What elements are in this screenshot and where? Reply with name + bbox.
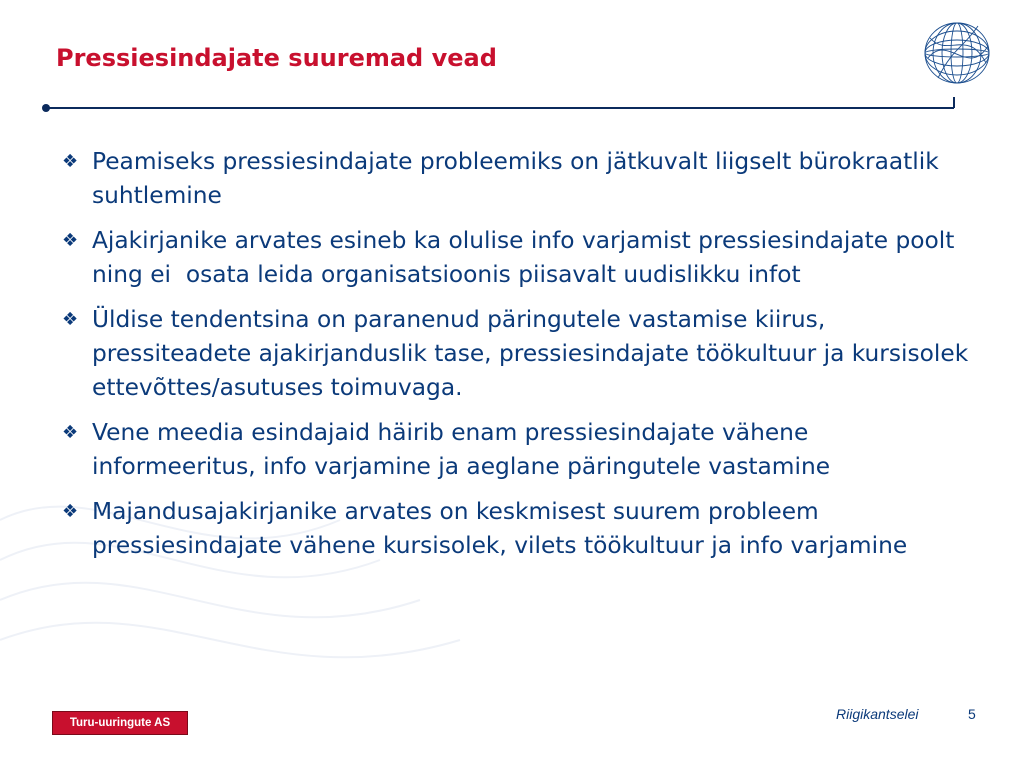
turu-uuringute-logo <box>52 711 188 735</box>
bullet-item <box>62 495 972 563</box>
slide-title: Pressiesindajate suuremad vead <box>56 44 497 72</box>
bullet-item <box>62 416 972 484</box>
bullet-text: Ajakirjanike arvates esineb ka olulise info varjamist pressiesindajate poolt ning ei osata leida organisatsioonis piisavalt uudislikku infot <box>92 227 970 288</box>
page-number: 5 <box>968 706 976 722</box>
bullet-text: Peamiseks pressiesindajate probleemiks on jätkuvalt liigselt bürokraatlik suhtlemine <box>92 148 947 209</box>
bullet-text: Üldise tendentsina on paranenud päringutele vastamise kiirus, pressiteadete ajakirjanduslik tase, pressiesindajate töökultuur ja kursisolek ettevõttes/asutuses toimuvaga. <box>92 306 976 401</box>
bullet-list <box>62 145 976 574</box>
diamond-bullet-icon: ❖ <box>62 151 79 172</box>
diamond-bullet-icon: ❖ <box>62 309 79 330</box>
bullet-text: Vene meedia esindajaid häirib enam pressiesindajate vähene informeeritus, info varjamine ja aeglane päringutele vastamine <box>92 419 831 480</box>
globe-logo-icon <box>918 18 996 88</box>
bullet-item <box>62 224 972 292</box>
logo-text: Turu-uuringute AS <box>69 717 171 729</box>
header-divider-line <box>40 95 970 121</box>
bullet-item <box>62 303 976 405</box>
diamond-bullet-icon: ❖ <box>62 422 79 443</box>
bullet-text: Majandusajakirjanike arvates on keskmisest suurem probleem pressiesindajate vähene kursisolek, vilets töökultuur ja info varjamine <box>92 498 908 559</box>
bullet-item <box>62 145 972 213</box>
diamond-bullet-icon: ❖ <box>62 230 79 251</box>
footer-organization: Riigikantselei <box>836 706 919 722</box>
diamond-bullet-icon: ❖ <box>62 501 79 522</box>
